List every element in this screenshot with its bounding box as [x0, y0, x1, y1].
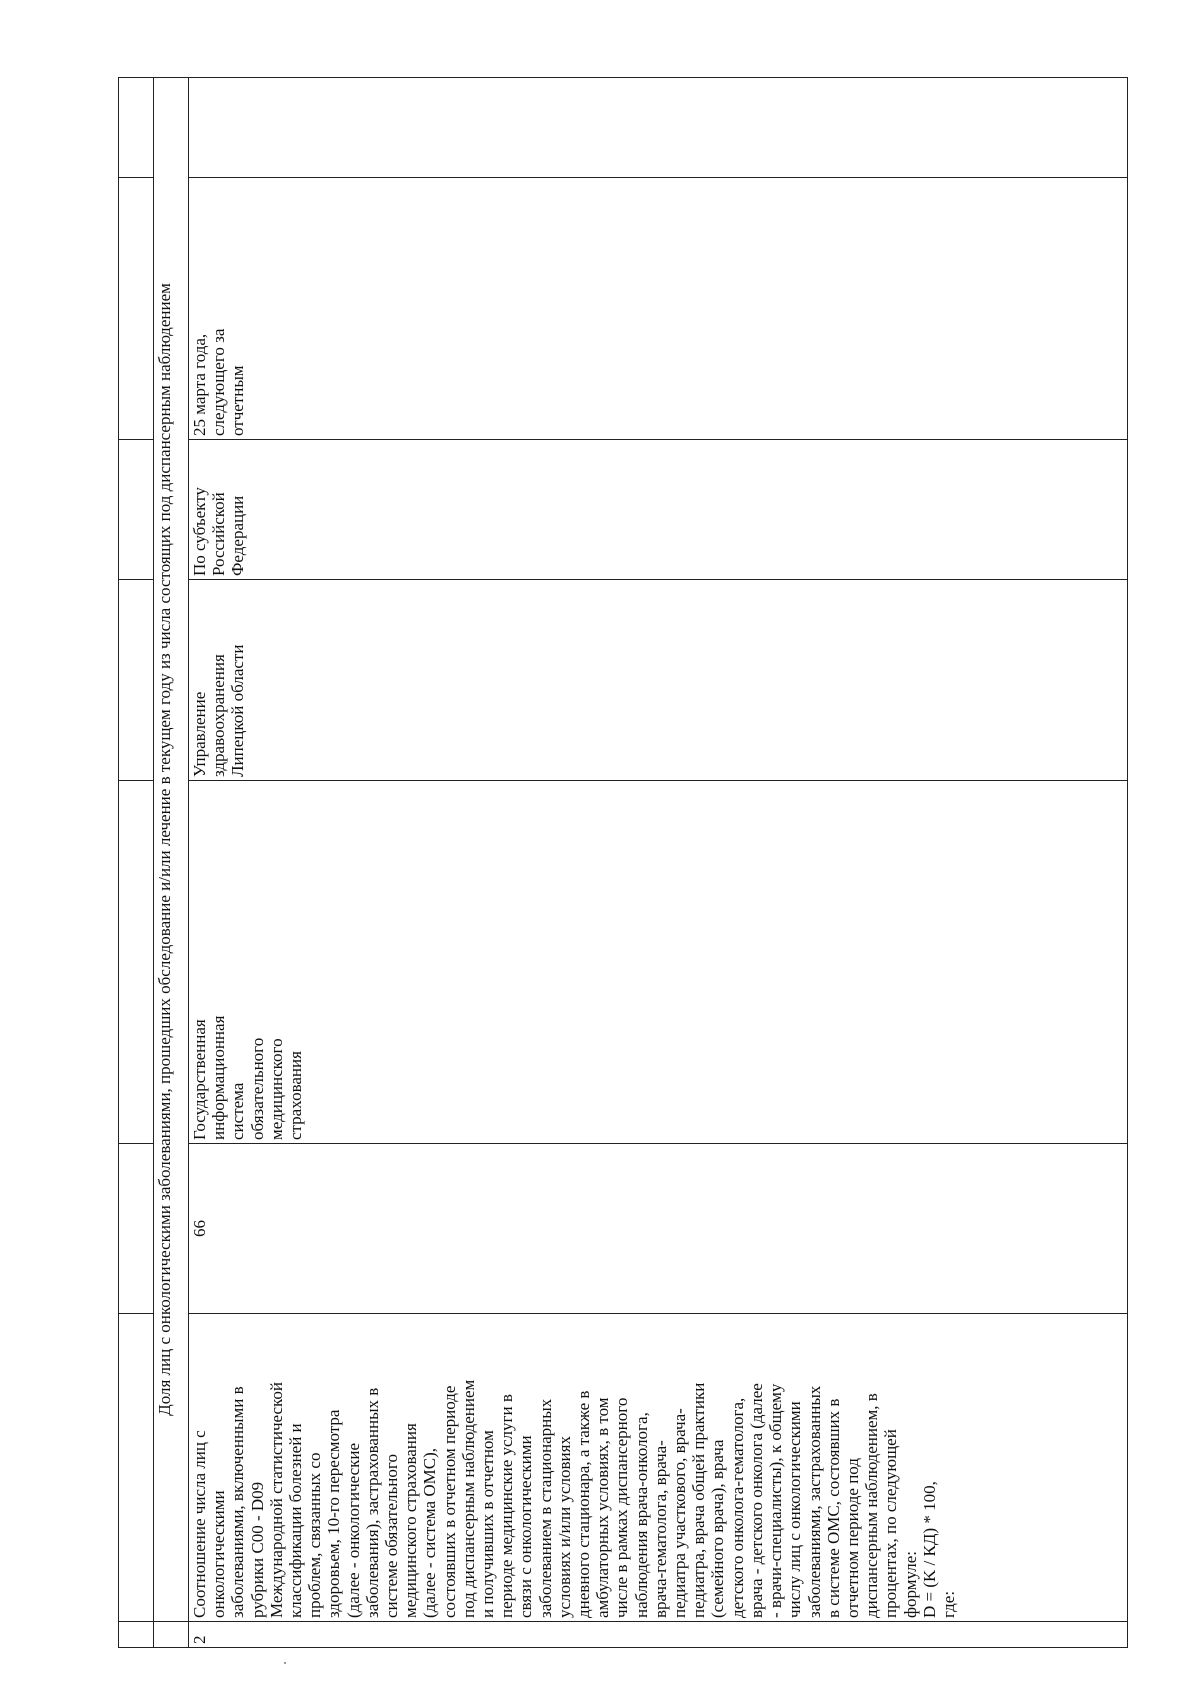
source-line: информационная — [209, 1015, 229, 1140]
name-line: классификации болезней и — [286, 1423, 306, 1618]
unit-cell: 66 — [189, 1144, 1128, 1314]
source-cell — [189, 781, 1128, 1144]
level-line: Российской — [209, 492, 229, 576]
name-line: заболеваниями, застрахованных — [804, 1385, 824, 1618]
source-line: обязательного — [247, 1037, 267, 1140]
name-line: заболеванием в стационарных — [535, 1398, 555, 1618]
row-number: 2 — [189, 1622, 1128, 1648]
indicator-table — [118, 77, 1128, 1648]
name-line: здоровьем, 10-го пересмотра — [324, 1409, 344, 1618]
name-line: рубрики С00 - D09 — [247, 1481, 267, 1618]
header-blank-row — [119, 78, 154, 1648]
level-line: Федерации — [228, 495, 248, 576]
name-line: педиатра участкового, врача- — [670, 1408, 690, 1618]
scan-speck — [284, 1662, 286, 1664]
deadline-cell — [189, 178, 1128, 440]
name-line: условиях и/или условиях — [554, 1436, 574, 1618]
header-cell — [119, 178, 154, 440]
name-line: медицинского страхования — [401, 1423, 421, 1618]
source-line: система — [228, 1082, 248, 1140]
name-line: где: — [938, 1590, 958, 1618]
name-line: (семейного врача), врача — [708, 1439, 728, 1618]
section-title: Доля лиц с онкологическими заболеваниями, прошедших обследование и/или лечение в текущем году из числа состоящих под диспансерным наблюдением — [154, 78, 189, 1622]
name-line: отчетном периоде под — [842, 1458, 862, 1618]
header-cell — [119, 1144, 154, 1314]
name-line: числу лиц с онкологическими — [785, 1401, 805, 1618]
name-line: педиатра, врача общей практики — [689, 1382, 709, 1618]
source-line: страхования — [286, 1051, 306, 1140]
name-line: Соотношение числа лиц с — [190, 1430, 209, 1618]
name-line: врача - детского онколога (далее — [746, 1383, 766, 1618]
deadline-line: 25 марта года, — [190, 333, 209, 436]
name-line: в системе ОМС, состоявших в — [823, 1398, 843, 1618]
responsible-line: Липецкой области — [228, 644, 248, 777]
name-line: дневного стационара, а также в — [574, 1390, 594, 1618]
source-line: Государственная — [190, 1019, 209, 1140]
header-cell — [119, 78, 154, 178]
name-line: под диспансерным наблюдением — [458, 1379, 478, 1618]
level-cell — [189, 440, 1128, 580]
name-line: связи с онкологическими — [516, 1435, 536, 1618]
name-line: врача-гематолога, врача- — [650, 1440, 670, 1618]
source-line: медицинского — [266, 1038, 286, 1140]
header-cell — [119, 1314, 154, 1622]
name-line: - врачи-специалисты), к общему — [766, 1383, 786, 1618]
name-line: процентах, по следующей — [881, 1429, 901, 1618]
title-spacer — [154, 1622, 189, 1648]
name-line: формуле: — [900, 1550, 920, 1618]
responsible-cell — [189, 580, 1128, 781]
responsible-line: Управление здравоохранения — [190, 654, 229, 777]
name-line: числе в рамках диспансерного — [612, 1397, 632, 1618]
name-line: диспансерным наблюдением, в — [862, 1393, 882, 1618]
name-line: (далее - система ОМС), — [420, 1448, 440, 1618]
header-cell — [119, 580, 154, 781]
name-line: детского онколога-гематолога, — [727, 1397, 747, 1618]
level-line: По субъекту — [190, 487, 209, 576]
deadline-line: отчетным — [228, 365, 248, 436]
header-cell — [119, 440, 154, 580]
name-line: (далее - онкологические — [343, 1442, 363, 1618]
name-line: заболевания), застрахованных в — [362, 1387, 382, 1618]
rotated-table-container — [118, 78, 1118, 1648]
name-line: периоде медицинские услуги в — [497, 1394, 517, 1618]
header-cell — [119, 1622, 154, 1648]
table-row — [189, 78, 1128, 1648]
name-line: заболеваниями, включенными в — [228, 1386, 248, 1618]
header-cell — [119, 781, 154, 1144]
name-line: состоявших в отчетном периоде — [439, 1385, 459, 1618]
formula-line: D = (K / КД) * 100, — [919, 1481, 939, 1618]
document-frame — [118, 78, 1118, 1648]
name-line: проблем, связанных со — [305, 1452, 325, 1618]
section-title-row — [154, 78, 189, 1648]
name-line: системе обязательного — [382, 1454, 402, 1618]
deadline-line: следующего за — [209, 328, 229, 436]
name-line: Международной статистической — [266, 1381, 286, 1618]
name-line: наблюдения врача-онколога, — [631, 1412, 651, 1618]
name-line: онкологическими — [209, 1490, 229, 1618]
empty-cell — [189, 78, 1128, 178]
indicator-name — [189, 1314, 1128, 1622]
name-line: амбулаторных условиях, в том — [593, 1397, 613, 1618]
name-line: и получивших в отчетном — [478, 1430, 498, 1618]
